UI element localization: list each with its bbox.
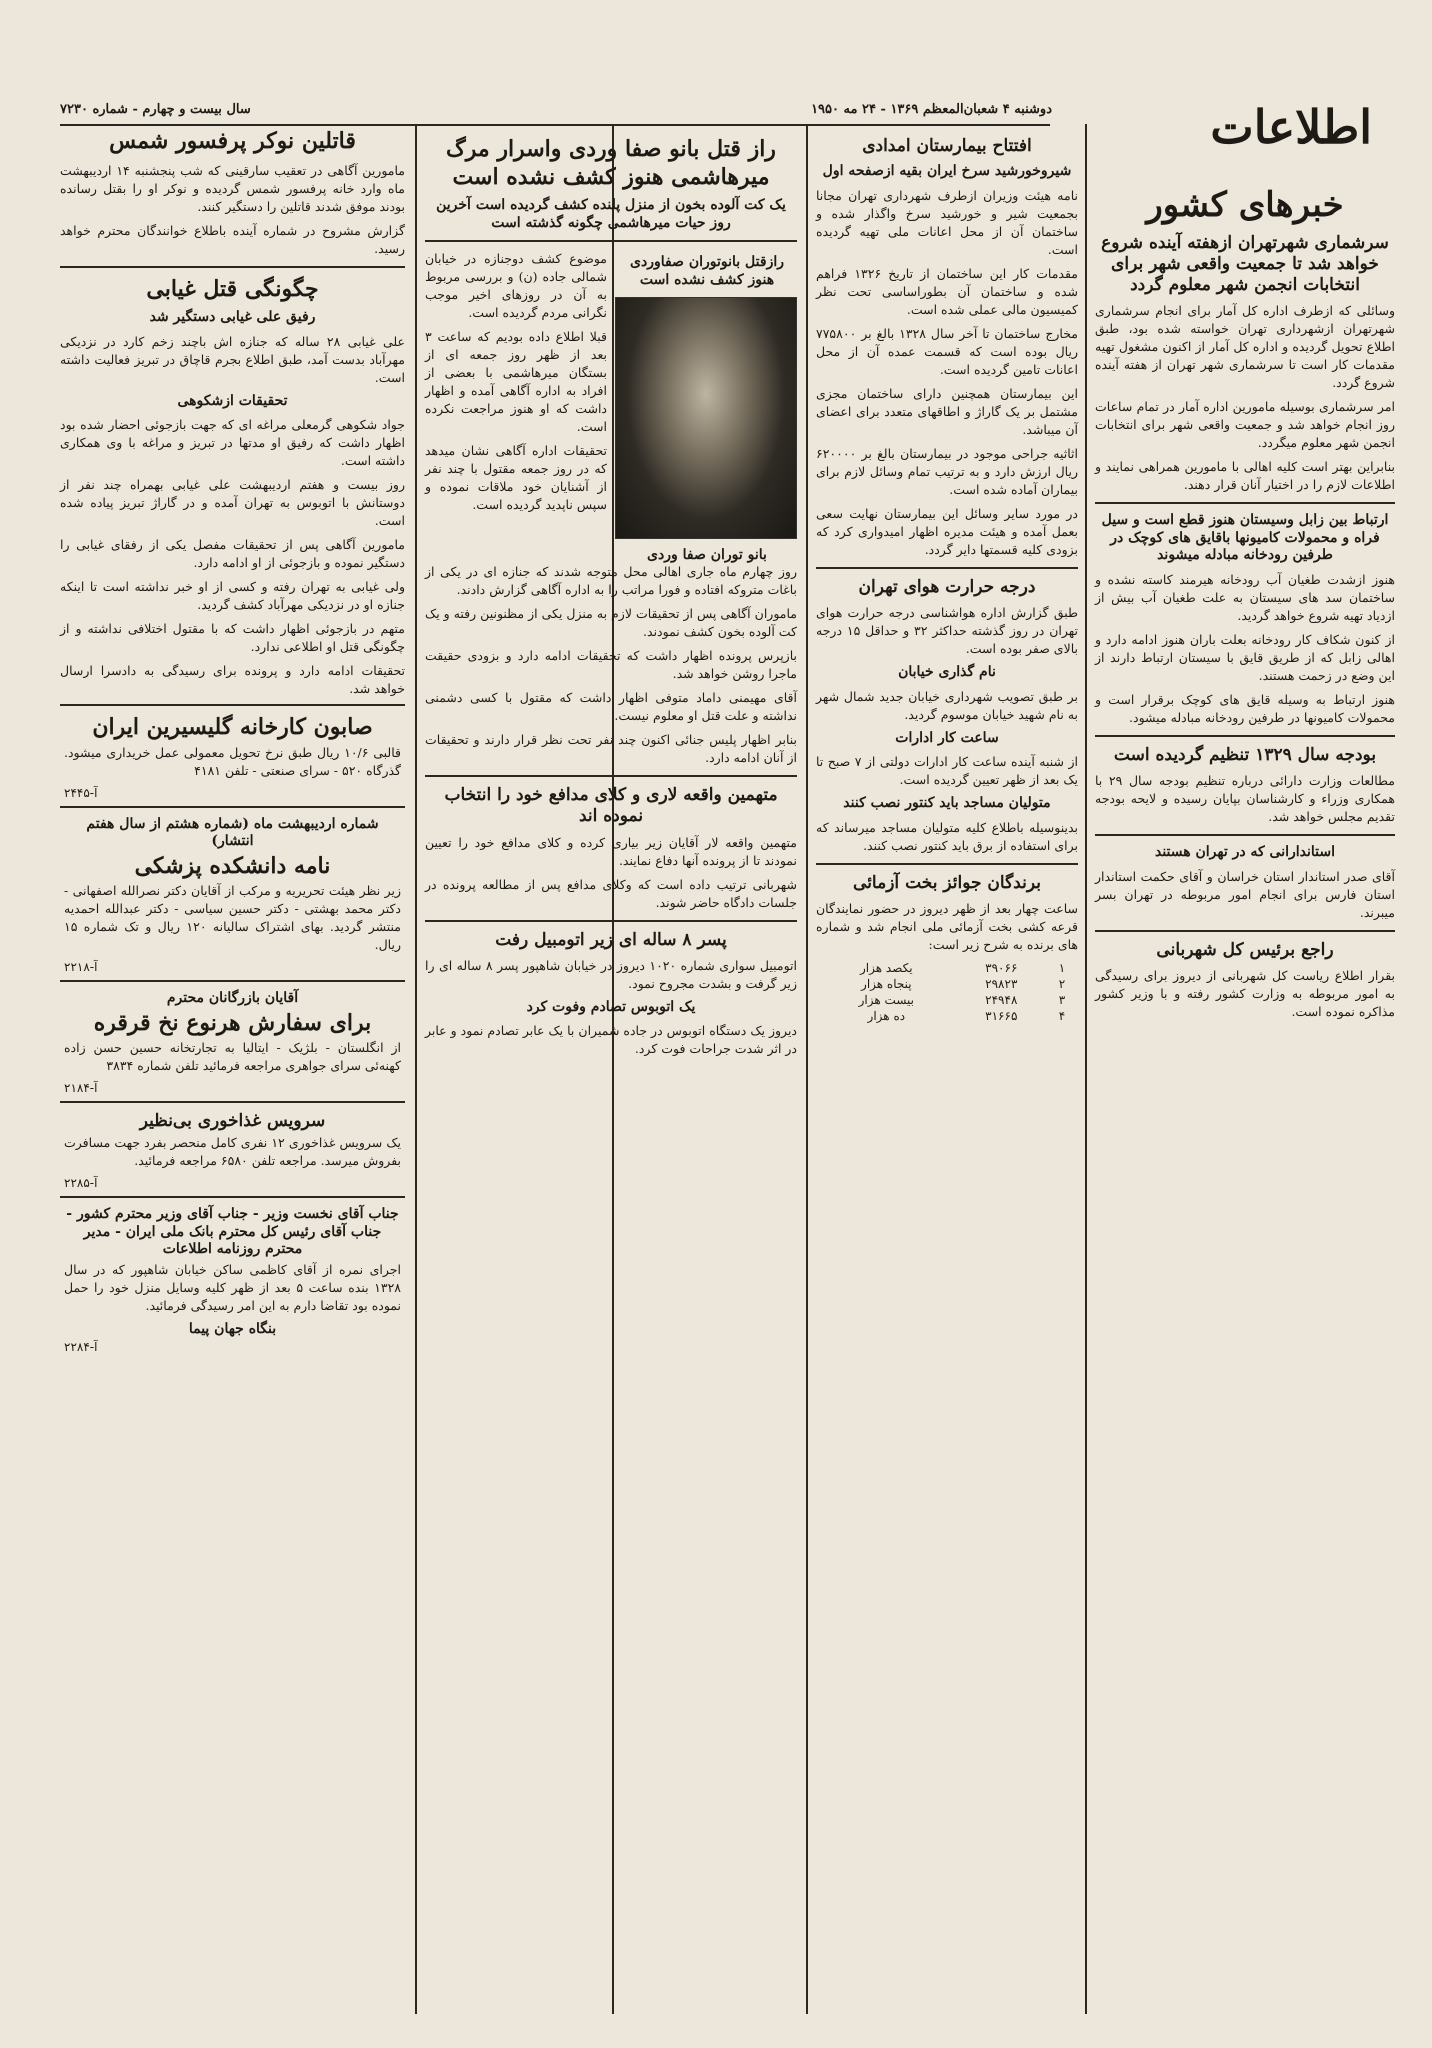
lottery-cell: یکصد هزار	[860, 960, 913, 975]
paragraph: قبلا اطلاع داده بودیم که ساعت ۳ بعد از ظهر روز جمعه ای از بستگان میرهاشمی با بعضی از افراد به اداره آگاهی آمده و اظهار داشت که او هنوز مراجعت نکرده است.	[425, 329, 607, 434]
portrait-photo	[615, 297, 797, 539]
divider	[425, 240, 797, 242]
paragraph: بنابراین بهتر است کلیه اهالی با مامورین همراهی نمایند و اطلاعات لازم را در اختیار آنان قرار دهند.	[1095, 459, 1395, 493]
issue-line: سال بیست و چهارم - شماره ۷۲۳۰	[60, 101, 251, 117]
photo-row	[425, 250, 797, 563]
subheadline: یک کت آلوده بخون از منزل پلنده کشف گردیده است آخرین روز حیات میرهاشمی چگونه گذشته است	[436, 197, 786, 231]
paragraph: موضوع کشف دوجنازه در خیابان شمالی جاده (ن) و بررسی مربوط به آن در روزهای اخیر موجب نگرانی مردم گردیده است.	[425, 251, 607, 320]
headline: ساعت کار ادارات	[895, 729, 999, 746]
headline: سرشماری شهرتهران ازهفته آینده شروع خواهد شد تا جمعیت واقعی شهر برای انتخابات انجمن شهر معلوم گردد	[1101, 232, 1389, 295]
divider	[816, 567, 1078, 569]
ad-subtitle: آقایان بازرگانان محترم	[166, 990, 299, 1006]
paragraph: متهم در بازجوئی اظهار داشت که با مقتول اختلافی نداشته و از چگونگی قتل او اطلاعی ندارد.	[60, 621, 405, 654]
headline: درجه حرارت هوای تهران	[858, 576, 1036, 597]
paragraph: گزارش مشروح در شماره آینده باطلاع خوانندگان محترم خواهد رسید.	[60, 222, 405, 256]
lottery-row	[816, 960, 1078, 976]
paragraph: مقدمات کار این ساختمان از تاریخ ۱۳۲۶ فراهم شده و ساختمان آن بطوراساسی تحت نظر کمیسیون مالی عملی شده است.	[816, 265, 1078, 317]
paragraph: اتومبیل سواری شماره ۱۰۲۰ دیروز در خیابان شاهپور پسر ۸ ساله ای را زیر گرفت و بشدت مجروح نمود.	[425, 957, 798, 991]
ad-code: آ-۲۲۸۵	[64, 1176, 98, 1191]
headline: راز قتل بانو صفا وردی واسرار مرگ میرهاشمی هنوز کشف نشده است	[446, 136, 776, 190]
headline: برندگان جوائز بخت آزمائی	[853, 872, 1041, 893]
paragraph: این بیمارستان همچنین دارای ساختمان مجزی مشتمل بر یک گاراژ و اطاقهای متعدد برای اعضای آن میباشد.	[816, 385, 1078, 437]
lottery-cell: ۱	[1058, 960, 1066, 975]
paragraph: جواد شکوهی گرمعلی مراغه ای که جهت بازجوئی احضار شده بود اظهار داشت که رفیق او مدتها در تبریز و مراغه با وی همکاری داشته است.	[60, 417, 405, 468]
paragraph: از شنبه آینده ساعت کار ادارات دولتی از ۷ صبح تا یک بعد از ظهر تعیین گردیده است.	[816, 754, 1078, 787]
headline: چگونگی قتل غیابی	[146, 275, 319, 302]
paragraph: مخارج ساختمان تا آخر سال ۱۳۲۸ بالغ بر ۷۷۵۸۰۰ ریال بوده است که قسمت عمده آن از محل اعانات تامین گردیده است.	[816, 325, 1078, 377]
headline: ارتباط بین زابل وسیستان هنوز قطع است و سیل فراه و محمولات کامیونها باقایق های کوچک در طرفین رودخانه مبادله میشوند	[1101, 512, 1389, 564]
ad-petition	[60, 1196, 405, 1360]
paragraph: اثاثیه جراحی موجود در بیمارستان بالغ بر ۶۲۰۰۰۰ ریال ارزش دارد و به ترتیب تمام وسائل لازم برای بیماران آماده شده است.	[816, 445, 1078, 497]
paragraph: از کنون شکاف کار رودخانه بعلت باران هنوز ادامه دارد و اهالی زابل که از طریق قایق با سیستان ارتباط دارند از این وضع در زحمت هستند.	[1095, 631, 1395, 683]
divider	[1095, 930, 1395, 932]
paragraph: بر طبق تصویب شهرداری خیابان جدید شمال شهر به نام شهید خیابان موسوم گردید.	[816, 688, 1078, 722]
column-divider	[415, 124, 417, 2014]
paragraph: آقای صدر استاندار استان خراسان و آقای حکمت استاندار استان فارس برای انجام امور مربوطه در تهران بسر میبرند.	[1095, 868, 1395, 920]
photo-box	[617, 250, 797, 563]
photo-caption: بانو توران صفا وردی	[647, 547, 767, 563]
ad-subtitle: شماره اردیبهشت ماه (شماره هشتم از سال هفتم انتشار)	[86, 815, 379, 849]
lottery-row	[816, 992, 1078, 1008]
ad-text: یک سرویس غذاخوری ۱۲ نفری کامل منحصر بفرد جهت مسافرت بفروش میرسد. مراجعه تلفن ۶۵۸۰ مراجعه فرمائید.	[64, 1135, 401, 1169]
ad-code: آ-۲۱۸۴	[64, 1081, 98, 1095]
headline: پسر ۸ ساله ای زیر اتومبیل رفت	[495, 929, 727, 950]
paragraph: علی غیابی ۲۸ ساله که جنازه اش باچند زخم کارد در نزدیکی مهرآباد بدست آمد، طبق اطلاع بجرم قاچاق در تبریز فعالیت داشته است.	[60, 333, 405, 385]
paragraph: مامورین آگاهی در تعقیب سارقینی که شب پنجشنبه ۱۴ اردیبهشت ماه وارد خانه پرفسور شمس گردیده و نوکر او را بقتل رسانده بودند موفق شدند قاتلین را دستگیر کنند.	[60, 162, 405, 214]
ad-dinner-set	[60, 1101, 405, 1196]
headline: افتتاح بیمارستان امدادی	[862, 136, 1032, 156]
column-crime-and-ads	[60, 124, 405, 1360]
headline: قاتلین نوکر پرفسور شمس	[109, 128, 356, 154]
ad-thread	[60, 980, 405, 1101]
divider	[60, 266, 405, 268]
ad-code: آ-۲۲۱۸	[64, 960, 98, 974]
paragraph: آقای مهیمنی داماد متوفی اظهار داشت که مقتول با کسی دشمنی نداشته و علت قتل او معلوم نیست.	[425, 690, 797, 723]
ad-text: از انگلستان - بلژیک - ایتالیا به تجارتخانه حسین حسن زاده کهنه‌ئی سرای جواهری مراجعه فرمائید تلفن شماره ۳۸۳۴	[64, 1040, 401, 1073]
lottery-cell: ۳	[1058, 992, 1066, 1007]
lottery-cell: ۳۱۶۶۵	[985, 1008, 1018, 1023]
headline: متولیان مساجد باید کنتور نصب کنند	[843, 795, 1051, 811]
paragraph: بازپرس پرونده اظهار داشت که تحقیقات ادامه دارد و بزودی حقیقت ماجرا روشن خواهد شد.	[425, 648, 797, 681]
paragraph: دیروز یک دستگاه اتوبوس در جاده شمیران با یک عابر تصادم نمود و عابر در اثر شدت جراحات فوت کرد.	[425, 1023, 797, 1057]
lottery-cell: ۴	[1058, 1008, 1066, 1023]
ad-text: اجرای نمره از آقای کاظمی ساکن خیابان شاهپور که در سال ۱۳۲۸ بنده ساعت ۵ بعد از ظهر کلیه وسایل منزل خود را حمل نموده بود تقاضا دارم به این امر رسیدگی فرمائید.	[64, 1261, 402, 1313]
lottery-cell: ۳۹۰۶۶	[985, 960, 1018, 975]
lottery-cell: بیست هزار	[858, 992, 914, 1007]
paragraph: مامورین آگاهی پس از تحقیقات مفصل یکی از رفقای غیابی را دستگیر نموده و بازجوئی از او ادامه دارد.	[60, 537, 405, 570]
column-national-news	[1095, 180, 1395, 1027]
headline: راجع برئیس کل شهربانی	[1156, 939, 1334, 960]
ad-title: صابون کارخانه گلیسیرین ایران	[92, 714, 373, 740]
masthead-bar	[60, 98, 1052, 120]
paragraph: ماموران آگاهی پس از تحقیقات لازم به منزل یکی از مظنونین رفته و یک کت آلوده بخون کشف نمودند.	[425, 606, 797, 639]
paragraph: روز چهارم ماه جاری اهالی محل متوجه شدند که جنازه ای در یکی از باغات متروکه افتاده و فورا مراتب را به اداره آگاهی گزارش دادند.	[425, 564, 797, 597]
paragraph: وسائلی که ازطرف اداره کل آمار برای انجام سرشماری شهرتهران ازشهرداری تهران خواسته شده بود، طبق اطلاع تحویل گردیده و اداره کل آمار از اکنون مشغول تهیه مقدمات کار است تا سرشماری شهر تهران از هفته آینده شروع گردد.	[1095, 303, 1395, 391]
paragraph: ساعت چهار بعد از ظهر دیروز در حضور نمایندگان قرعه کشی بخت آزمائی ملی انجام شد و شماره های برنده به شرح زیر است:	[816, 900, 1078, 952]
lottery-cell: ۲۹۸۲۳	[985, 976, 1018, 991]
column-hospital	[816, 132, 1078, 1024]
headline: استاندارانی که در تهران هستند	[1154, 844, 1336, 860]
paragraph: در مورد سایر وسائل این بیمارستان نهایت سعی بعمل آمده و هیئت مدیره اظهار امیدواری کرد که بزودی کلیه قسمتها دایر گردد.	[816, 505, 1078, 557]
subheadline: شیروخورشید سرخ ایران بقیه ازصفحه اول	[822, 163, 1072, 180]
headline: تحقیقات ازشکوهی	[177, 392, 288, 409]
ad-text: زیر نظر هیئت تحریریه و مرکب از آقایان دکتر نصرالله اصفهانی - دکتر محمد بهشتی - دکتر حسین سیاسی - دکتر عبدالله احمدیه منتشر گردید. بهای اشتراک سالیانه ۱۲۰ ریال و تک شماره ۱۵ ریال.	[64, 883, 401, 952]
ad-title: نامه دانشکده پزشکی	[134, 852, 331, 879]
paragraph: بقرار اطلاع ریاست کل شهربانی از دیروز برای رسیدگی به امور مربوطه به وزارت کشور رفته و با وزیر کشور مذاکره نموده است.	[1095, 967, 1395, 1019]
divider	[1095, 735, 1395, 737]
divider	[1095, 502, 1395, 504]
subheadline: رفیق علی غیابی دستگیر شد	[149, 309, 316, 325]
paragraph: تحقیقات اداره آگاهی نشان میدهد که در روز جمعه مقتول با چند نفر از آشنایان خود ملاقات نموده و سپس ناپدید گردیده است.	[425, 443, 607, 512]
column-murder-story	[425, 132, 797, 1064]
story-side	[425, 250, 607, 563]
headline: یک اتوبوس تصادم وفوت کرد	[526, 998, 696, 1015]
paragraph: هنوز ازشدت طغیان آب رودخانه هیرمند کاسته نشده و ساختمان سد های سیستان به علت طغیان آب بیش از ازدیاد تهیه شروع خواهد گردید.	[1095, 571, 1395, 623]
ad-code: آ-۲۲۸۴	[64, 1340, 98, 1355]
paragraph: امر سرشماری بوسیله مامورین اداره آمار در تمام ساعات روز انجام خواهد شد و جمعیت واقعی شهر برای انتخابات انجمن شهر معلوم میگردد.	[1095, 399, 1395, 451]
lottery-cell: پنجاه هزار	[861, 976, 912, 991]
paragraph: مطالعات وزارت دارائی درباره تنظیم بودجه سال ۲۹ با همکاری وزراء و کارشناسان بپایان رسیده و لایحه بودجه تقدیم مجلس خواهد شد.	[1095, 773, 1395, 824]
column-divider	[1085, 124, 1087, 2014]
paragraph: شهربانی ترتیب داده است که وکلای مدافع پس از مطالعه پرونده در جلسات دادگاه حاضر شوند.	[425, 876, 797, 910]
section-title: خبرهای کشور	[1146, 185, 1344, 225]
ad-title: سرویس غذاخوری بی‌نظیر	[139, 1111, 326, 1131]
paragraph: ولی غیابی به تهران رفته و کسی از او خبر نداشته است تا اینکه جنازه او در نزدیکی مهرآباد کشف گردید.	[60, 579, 405, 612]
ad-text: قالبی ۱۰/۶ ریال طبق نرخ تحویل معمولی عمل خریداری میشود. گذرگاه ۵۲۰ - سرای صنعتی - تلفن ۴۱۸۱	[64, 744, 401, 778]
headline: متهمین واقعه لاری و کلای مدافع خود را انتخاب نموده اند	[444, 785, 778, 827]
paragraph: تحقیقات ادامه دارد و پرونده برای رسیدگی به دادسرا ارسال خواهد شد.	[60, 663, 405, 696]
paragraph: متهمین واقعه لار آقایان زیر بیاری کرده و کلای مدافع خود را تعیین نمودند تا از پرونده آنها دفاع نمایند.	[425, 834, 797, 868]
paragraph: طبق گزارش اداره هواشناسی درجه حرارت هوای تهران در روز گذشته حداکثر ۳۲ و حداقل ۱۵ درجه بالای صفر بوده است.	[816, 605, 1078, 656]
lottery-cell: ۲	[1058, 976, 1066, 991]
headline: بودجه سال ۱۳۲۹ تنظیم گردیده است	[1113, 744, 1377, 765]
paragraph: بدینوسیله باطلاع کلیه متولیان مساجد میرساند که برای استفاده از برق باید کنتور نصب کنند.	[816, 819, 1078, 853]
headline: نام گذاری خیابان	[898, 664, 996, 680]
ad-soap	[60, 704, 405, 806]
lottery-cell: ۲۴۹۴۸	[985, 992, 1018, 1007]
lottery-row	[816, 976, 1078, 992]
divider	[1095, 834, 1395, 836]
ad-signature: بنگاه جهان پیما	[188, 1320, 277, 1337]
lottery-row	[816, 1008, 1078, 1024]
paragraph: بنابر اظهار پلیس جنائی اکنون چند نفر تحت نظر قرار دارند و تحقیقات از آنان ادامه دارد.	[425, 732, 797, 765]
ad-title: برای سفارش هرنوع نخ قرقره	[93, 1009, 372, 1036]
paragraph: هنوز ارتباط به وسیله قایق های کوچک برقرار است و محمولات کامیونها در طرفین رودخانه مبادله میشود.	[1095, 691, 1395, 725]
ad-code: آ-۲۴۴۵	[64, 785, 98, 800]
ad-title: جناب آقای نخست وزیر - جناب آقای وزیر محترم کشور - جناب آقای رئیس کل محترم بانک ملی ایران - مدیر محترم روزنامه اطلاعات	[66, 1206, 399, 1258]
column-divider	[806, 124, 808, 2014]
paragraph: روز بیست و هفتم اردیبهشت علی غیابی بهمراه چند نفر از دوستانش با اتوبوس به تهران آمده و در گاراژ تبریز پیاده شده است.	[60, 477, 405, 528]
lottery-cell: ده هزار	[867, 1008, 906, 1023]
divider	[425, 775, 797, 777]
photo-title: رازقتل بانوتوران صفاوردی هنوز کشف نشده است	[630, 254, 784, 288]
divider	[425, 920, 797, 922]
lottery-table	[816, 960, 1078, 1024]
newspaper-logo: اطلاعات	[1210, 100, 1372, 154]
ad-medical-journal	[60, 806, 405, 981]
divider	[816, 863, 1078, 865]
date-line: دوشنبه ۴ شعبان‌المعظم ۱۳۶۹ - ۲۴ مه ۱۹۵۰	[811, 101, 1052, 117]
paragraph: نامه هیئت وزیران ازطرف شهرداری تهران مجانا بجمعیت شیر و خورشید سرخ واگذار شده و ساختمان آن از محل اعانات ملی تهیه گردیده است.	[816, 187, 1078, 257]
